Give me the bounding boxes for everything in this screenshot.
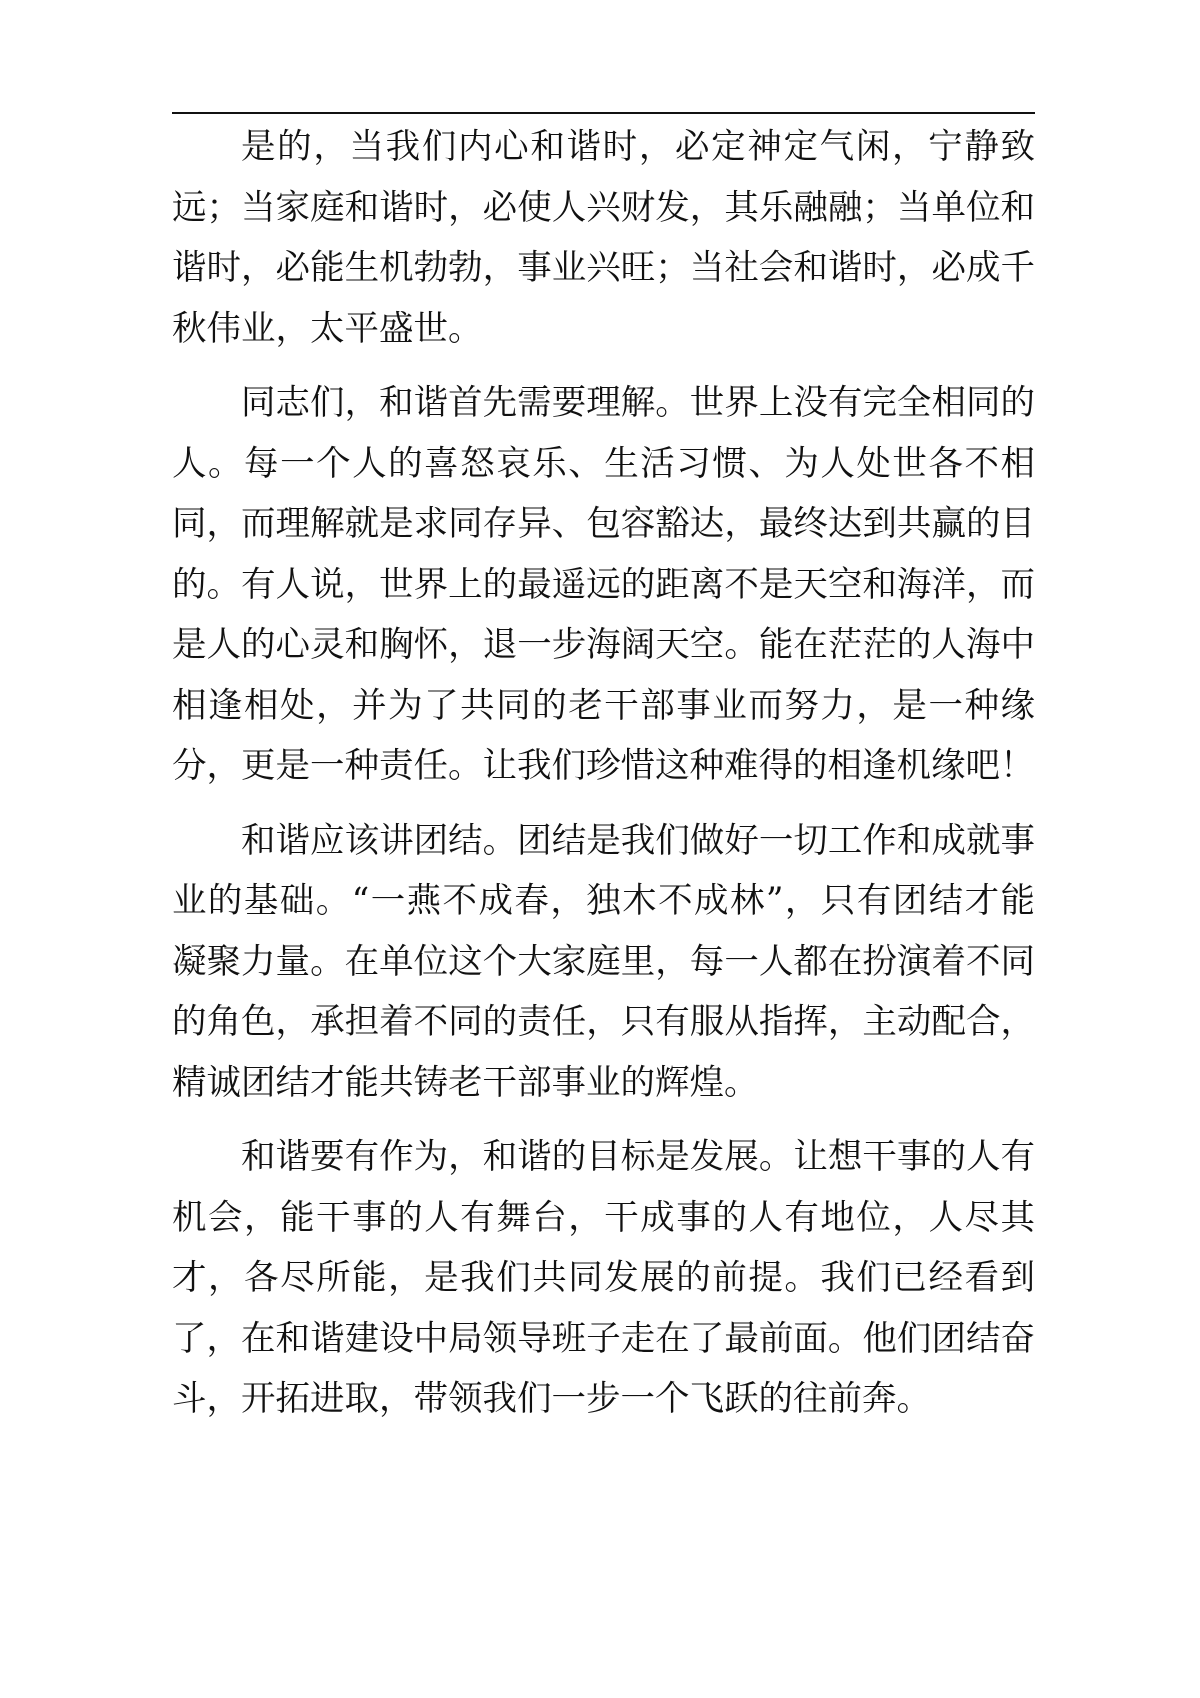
paragraph-4: 和谐要有作为，和谐的目标是发展。让想干事的人有机会，能干事的人有舞台，干成事的人有地位，人尽其才，各尽所能，是我们共同发展的前提。我们已经看到了，在和谐建设中局领导班子走在了最前面。他们团结奋斗，开拓进取，带领我们一步一个飞跃的往前奔。 xyxy=(172,1137,1035,1419)
paragraph-1: 是的，当我们内心和谐时，必定神定气闲，宁静致远；当家庭和谐时，必使人兴财发，其乐融融；当单位和谐时，必能生机勃勃，事业兴旺；当社会和谐时，必成千秋伟业，太平盛世。 xyxy=(172,127,1035,349)
paragraph-2: 同志们，和谐首先需要理解。世界上没有完全相同的人。每一个人的喜怒哀乐、生活习惯、为人处世各不相同，而理解就是求同存异、包容豁达，最终达到共赢的目的。有人说，世界上的最遥远的距离不是天空和海洋，而是人的心灵和胸怀，退一步海阔天空。能在茫茫的人海中相逢相处，并为了共同的老干部事业而努力，是一种缘分，更是一种责任。让我们珍惜这种难得的相逢机缘吧！ xyxy=(172,383,1035,786)
header-rule xyxy=(172,112,1035,114)
paragraph-3: 和谐应该讲团结。团结是我们做好一切工作和成就事业的基础。“一燕不成春，独木不成林”，只有团结才能凝聚力量。在单位这个大家庭里，每一人都在扮演着不同的角色，承担着不同的责任，只有服从指挥，主动配合，精诚团结才能共铸老干部事业的辉煌。 xyxy=(172,820,1035,1103)
document-body xyxy=(172,117,1035,1444)
